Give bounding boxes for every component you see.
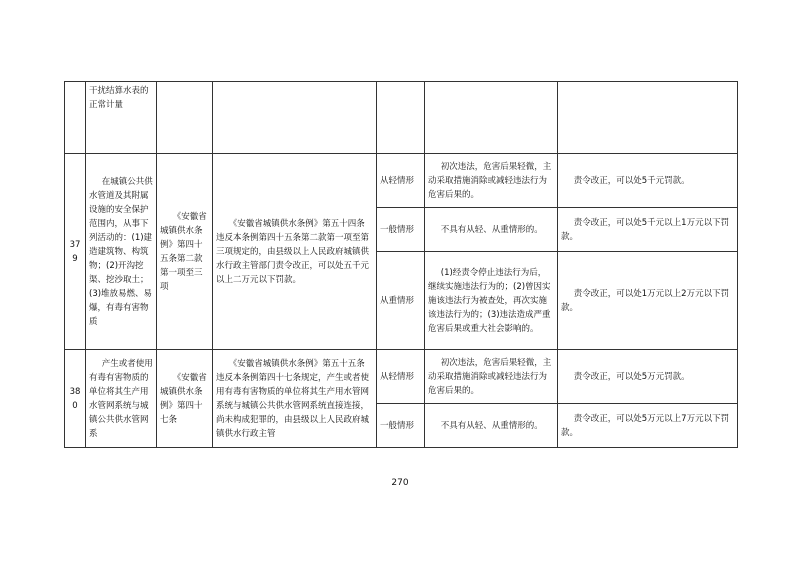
page-number: 270 [391,478,409,488]
circumstance-description-cell [425,82,558,154]
row-number-cell [65,82,86,154]
penalty-standard-cell: 责令改正，可以处5千元罚款。 [558,154,738,208]
penalty-standard-cell [558,82,738,154]
penalty-provision-cell [213,82,377,154]
legal-basis-cell: 《安徽省城镇供水条例》第四十五条第二款第一项至三项 [157,154,213,350]
legal-basis-cell: 《安徽省城镇供水条例》第四十七条 [157,350,213,448]
circumstance-description-cell: (1)经责令停止违法行为后，继续实施违法行为的；(2)曾因实施该违法行为被查处，再次实施该违法行为的；(3)违法造成严重危害后果或重大社会影响的。 [425,252,558,350]
violation-behavior-cell: 干扰结算水表的正常计量 [86,82,157,154]
penalty-standard-table [64,81,738,448]
table-row [65,350,738,404]
circumstance-description-cell: 初次违法，危害后果轻微，主动采取措施消除或减轻违法行为危害后果的。 [425,154,558,208]
violation-behavior-cell: 在城镇公共供水管道及其附属设施的安全保护范围内，从事下列活动的：(1)建造建筑物、构筑物；(2)开沟挖渠、挖沙取土；(3)堆放易燃、易爆，有毒有害物质 [86,154,157,350]
circumstance-cell: 一般情形 [377,404,425,448]
circumstance-description-cell: 初次违法，危害后果轻微，主动采取措施消除或减轻违法行为危害后果的。 [425,350,558,404]
violation-behavior-cell: 产生或者使用有毒有害物质的单位将其生产用水管网系统与城镇公共供水管网系 [86,350,157,448]
penalty-standard-cell: 责令改正，可以处5万元罚款。 [558,350,738,404]
penalty-standard-cell: 责令改正，可以处5万元以上7万元以下罚款。 [558,404,738,448]
penalty-standard-cell: 责令改正，可以处5千元以上1万元以下罚款。 [558,208,738,252]
circumstance-description-cell: 不具有从轻、从重情形的。 [425,404,558,448]
circumstance-cell: 从轻情形 [377,350,425,404]
row-number-cell: 379 [65,154,86,350]
penalty-provision-cell: 《安徽省城镇供水条例》第五十五条违反本条例第四十七条规定，产生或者使用有毒有害物质的单位将其生产用水管网系统与城镇公共供水管网系统直接连接，尚未构成犯罪的，由县级以上人民政府城镇供水行政主管 [213,350,377,448]
row-number-cell: 380 [65,350,86,448]
legal-basis-cell [157,82,213,154]
circumstance-cell: 从重情形 [377,252,425,350]
penalty-provision-cell: 《安徽省城镇供水条例》第五十四条违反本条例第四十五条第二款第一项至第三项规定的，由县级以上人民政府城镇供水行政主管部门责令改正，可以处五千元以上二万元以下罚款。 [213,154,377,350]
table-row [65,82,738,154]
penalty-standard-cell: 责令改正，可以处1万元以上2万元以下罚款。 [558,252,738,350]
table-row [65,154,738,208]
circumstance-description-cell: 不具有从轻、从重情形的。 [425,208,558,252]
circumstance-cell [377,82,425,154]
circumstance-cell: 一般情形 [377,208,425,252]
circumstance-cell: 从轻情形 [377,154,425,208]
